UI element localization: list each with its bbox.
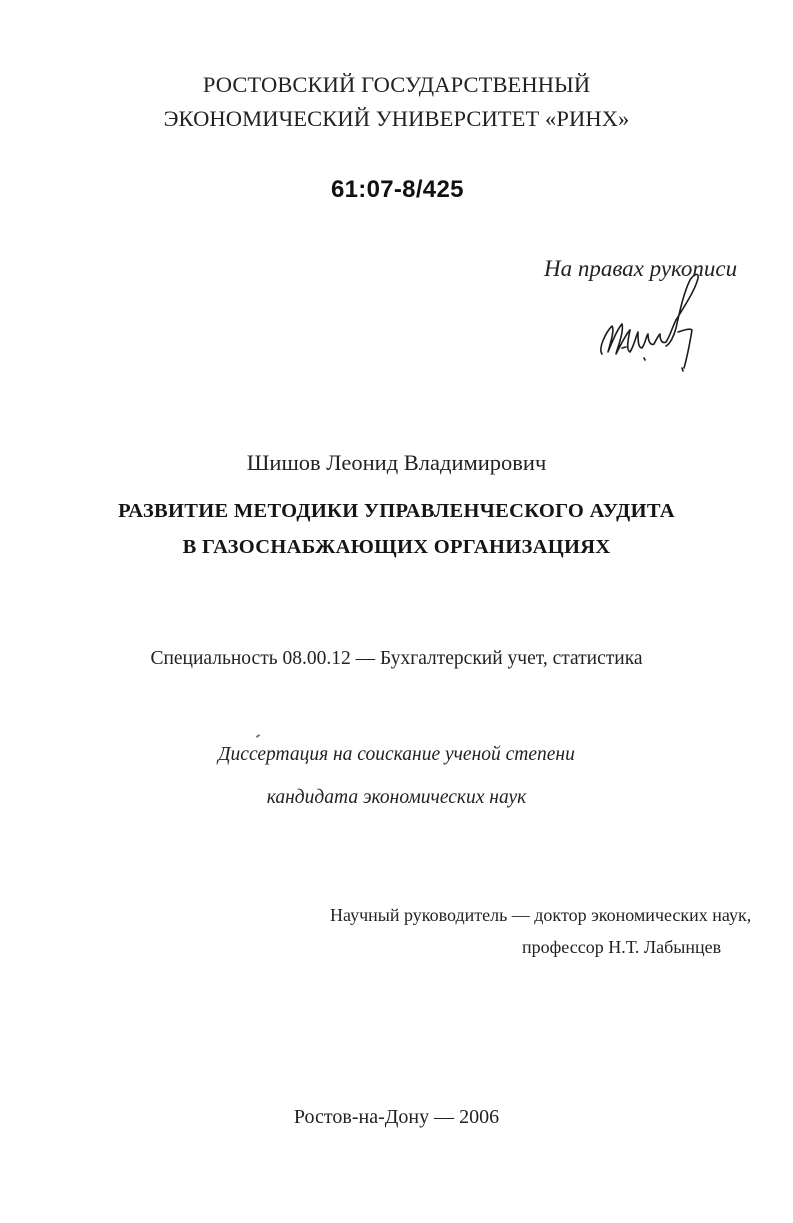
supervisor-line-2: профессор Н.Т. Лабынцев [522,937,722,957]
supervisor-line-1: Научный руководитель — доктор экономических наук, [330,905,752,925]
library-shelfmark: 61:07-8/425 [331,176,464,203]
manuscript-rights-note: На правах рукописи [544,256,738,281]
university-name-line-1: РОСТОВСКИЙ ГОСУДАРСТВЕННЫЙ [202,72,591,97]
place-and-year: Ростов-на-Дону — 2006 [293,1106,500,1128]
dissertation-title-line-1: РАЗВИТИЕ МЕТОДИКИ УПРАВЛЕНЧЕСКОГО АУДИТА [118,500,675,522]
handwritten-signature-icon [592,270,714,378]
dissertation-title-line-2: В ГАЗОСНАБЖАЮЩИХ ОРГАНИЗАЦИЯХ [182,536,611,558]
scan-speck [256,734,260,738]
author-name: Шишов Леонид Владимирович [246,450,547,475]
specialty-code: Специальность 08.00.12 — Бухгалтерский учет, статистика [150,648,643,669]
university-name-line-2: ЭКОНОМИЧЕСКИЙ УНИВЕРСИТЕТ «РИНХ» [163,106,630,131]
degree-statement-line-2: кандидата экономических наук [266,787,527,808]
degree-statement-line-1: Диссертация на соискание ученой степени [218,744,575,765]
